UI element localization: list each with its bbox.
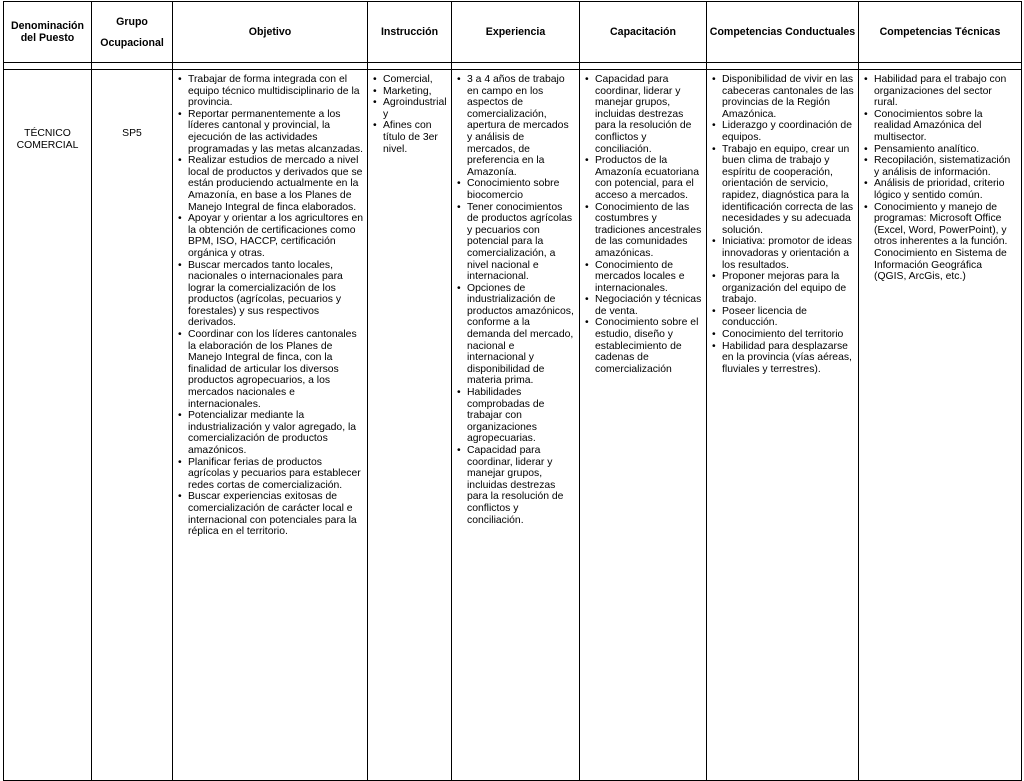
header-grupo-line2: Ocupacional — [100, 36, 164, 49]
header-competencias-tecnicas: Competencias Técnicas — [859, 2, 1022, 63]
experiencia-list — [452, 70, 579, 526]
spacer-row — [4, 63, 1022, 70]
list-item: • Habilidad para el trabajo con organizaciones del sector rural. — [863, 74, 1017, 109]
list-item: • Productos de la Amazonía ecuatoriana con potencial, para el acceso a mercados. — [584, 155, 702, 201]
list-item: • Afines con título de 3er nivel. — [372, 120, 447, 155]
cell-competencias-conductuales — [707, 70, 859, 781]
list-item: • Buscar experiencias exitosas de comercialización de carácter local e internacional con potenciales para la réplica en el territorio. — [177, 491, 363, 537]
list-item: • Planificar ferias de productos agrícolas y pecuarios para establecer redes cortas de comercialización. — [177, 457, 363, 492]
list-item: • Conocimientos sobre la realidad Amazónica del multisector. — [863, 109, 1017, 144]
list-item: • Conocimiento de las costumbres y tradiciones ancestrales de las comunidades amazónicas. — [584, 202, 702, 260]
list-item: • Conocimiento y manejo de programas: Microsoft Office (Excel, Word, PowerPoint), y otros inherentes a la función. Conocimiento en Sistema de Información Geográfica (QGIS, ArcGis, etc.) — [863, 202, 1017, 283]
header-row — [4, 2, 1022, 63]
list-item: • Coordinar con los líderes cantonales la elaboración de los Planes de Manejo Integral de finca, con la finalidad de articular los diversos productos agropecuarios, a los mercados nacionales e internacionales. — [177, 329, 363, 410]
list-item: • Apoyar y orientar a los agricultores en la obtención de certificaciones como BPM, ISO, HACCP, certificación orgánica y otras. — [177, 213, 363, 259]
puesto-line2: COMERCIAL — [16, 139, 79, 151]
list-item: • Disponibilidad de vivir en las cabeceras cantonales de las provincias de la Región Amazónica. — [711, 74, 854, 120]
objetivo-list — [173, 70, 367, 538]
header-objetivo: Objetivo — [173, 2, 368, 63]
list-item: • Habilidades comprobadas de trabajar con organizaciones agropecuarias. — [456, 387, 575, 445]
cell-experiencia — [452, 70, 580, 781]
cell-objetivo — [173, 70, 368, 781]
list-item: • Trabajo en equipo, crear un buen clima de trabajo y espíritu de cooperación, orientación de servicio, rapidez, diagnóstica para la identificación correcta de las necesidades y su adecuada solución. — [711, 144, 854, 237]
cell-instruccion — [368, 70, 452, 781]
header-experiencia: Experiencia — [452, 2, 580, 63]
job-profile-table — [3, 1, 1022, 781]
list-item: • Liderazgo y coordinación de equipos. — [711, 120, 854, 143]
list-item: • Negociación y técnicas de venta. — [584, 294, 702, 317]
list-item: • Capacidad para coordinar, liderar y manejar grupos, incluidas destrezas para la resolución de conflictos y conciliación. — [584, 74, 702, 155]
instruccion-list — [368, 70, 451, 155]
grupo-value: SP5 — [122, 128, 142, 139]
header-grupo-line1: Grupo — [116, 15, 148, 28]
list-item: • Poseer licencia de conducción. — [711, 306, 854, 329]
capacitacion-list — [580, 70, 706, 375]
competencias-tecnicas-list — [859, 70, 1021, 283]
list-item: • Reportar permanentemente a los líderes cantonal y provincial, la ejecución de las actividades programadas y las metas alcanzadas. — [177, 109, 363, 155]
list-item: • Conocimiento sobre el estudio, diseño y establecimiento de cadenas de comercialización — [584, 317, 702, 375]
list-item: • Iniciativa: promotor de ideas innovadoras y orientación a los resultados. — [711, 236, 854, 271]
cell-competencias-tecnicas — [859, 70, 1022, 781]
list-item: • Opciones de industrialización de productos amazónicos, conforme a la demanda del mercado, nacional e internacional y disponibilidad de materia prima. — [456, 283, 575, 387]
list-item: • Conocimiento del territorio — [711, 329, 854, 341]
header-instruccion: Instrucción — [368, 2, 452, 63]
list-item: • Tener conocimientos de productos agrícolas y pecuarios con potencial para la comercialización, a nivel nacional e internacional. — [456, 202, 575, 283]
list-item: • Agroindustrial y — [372, 97, 447, 120]
competencias-conductuales-list — [707, 70, 858, 375]
header-denominacion: Denominación del Puesto — [4, 2, 92, 63]
header-capacitacion: Capacitación — [580, 2, 707, 63]
header-competencias-conductuales: Competencias Conductuales — [707, 2, 859, 63]
list-item: • Recopilación, sistematización y análisis de información. — [863, 155, 1017, 178]
list-item: • Marketing, — [372, 86, 447, 98]
list-item: • Proponer mejoras para la organización del equipo de trabajo. — [711, 271, 854, 306]
table-row — [4, 70, 1022, 781]
list-item: • Habilidad para desplazarse en la provincia (vías aéreas, fluviales y terrestres). — [711, 341, 854, 376]
list-item: • Potencializar mediante la industrialización y valor agregado, la comercialización de productos amazónicos. — [177, 410, 363, 456]
list-item: • 3 a 4 años de trabajo en campo en los aspectos de comercialización, apertura de mercados y análisis de mercados, de preferencia en la Amazonía. — [456, 74, 575, 178]
cell-capacitacion — [580, 70, 707, 781]
list-item: • Conocimiento sobre biocomercio — [456, 178, 575, 201]
list-item: • Conocimiento de mercados locales e internacionales. — [584, 260, 702, 295]
puesto-line1: TÉCNICO — [24, 128, 71, 139]
list-item: • Pensamiento analítico. — [863, 144, 1017, 156]
header-grupo-ocupacional — [92, 2, 173, 63]
list-item: • Análisis de prioridad, criterio lógico y sentido común. — [863, 178, 1017, 201]
list-item: • Capacidad para coordinar, liderar y manejar grupos, incluidas destrezas para la resolución de conflictos y conciliación. — [456, 445, 575, 526]
cell-puesto — [4, 70, 92, 781]
list-item: • Buscar mercados tanto locales, nacionales o internacionales para lograr la comercialización de los productos (agrícolas, pecuarios y forestales) y sus respectivos derivados. — [177, 260, 363, 330]
list-item: • Trabajar de forma integrada con el equipo técnico multidisciplinario de la provincia. — [177, 74, 363, 109]
cell-grupo — [92, 70, 173, 781]
list-item: • Realizar estudios de mercado a nivel local de productos y derivados que se están produciendo actualmente en la Amazonía, en base a los Planes de Manejo Integral de finca elaborados. — [177, 155, 363, 213]
list-item: • Comercial, — [372, 74, 447, 86]
